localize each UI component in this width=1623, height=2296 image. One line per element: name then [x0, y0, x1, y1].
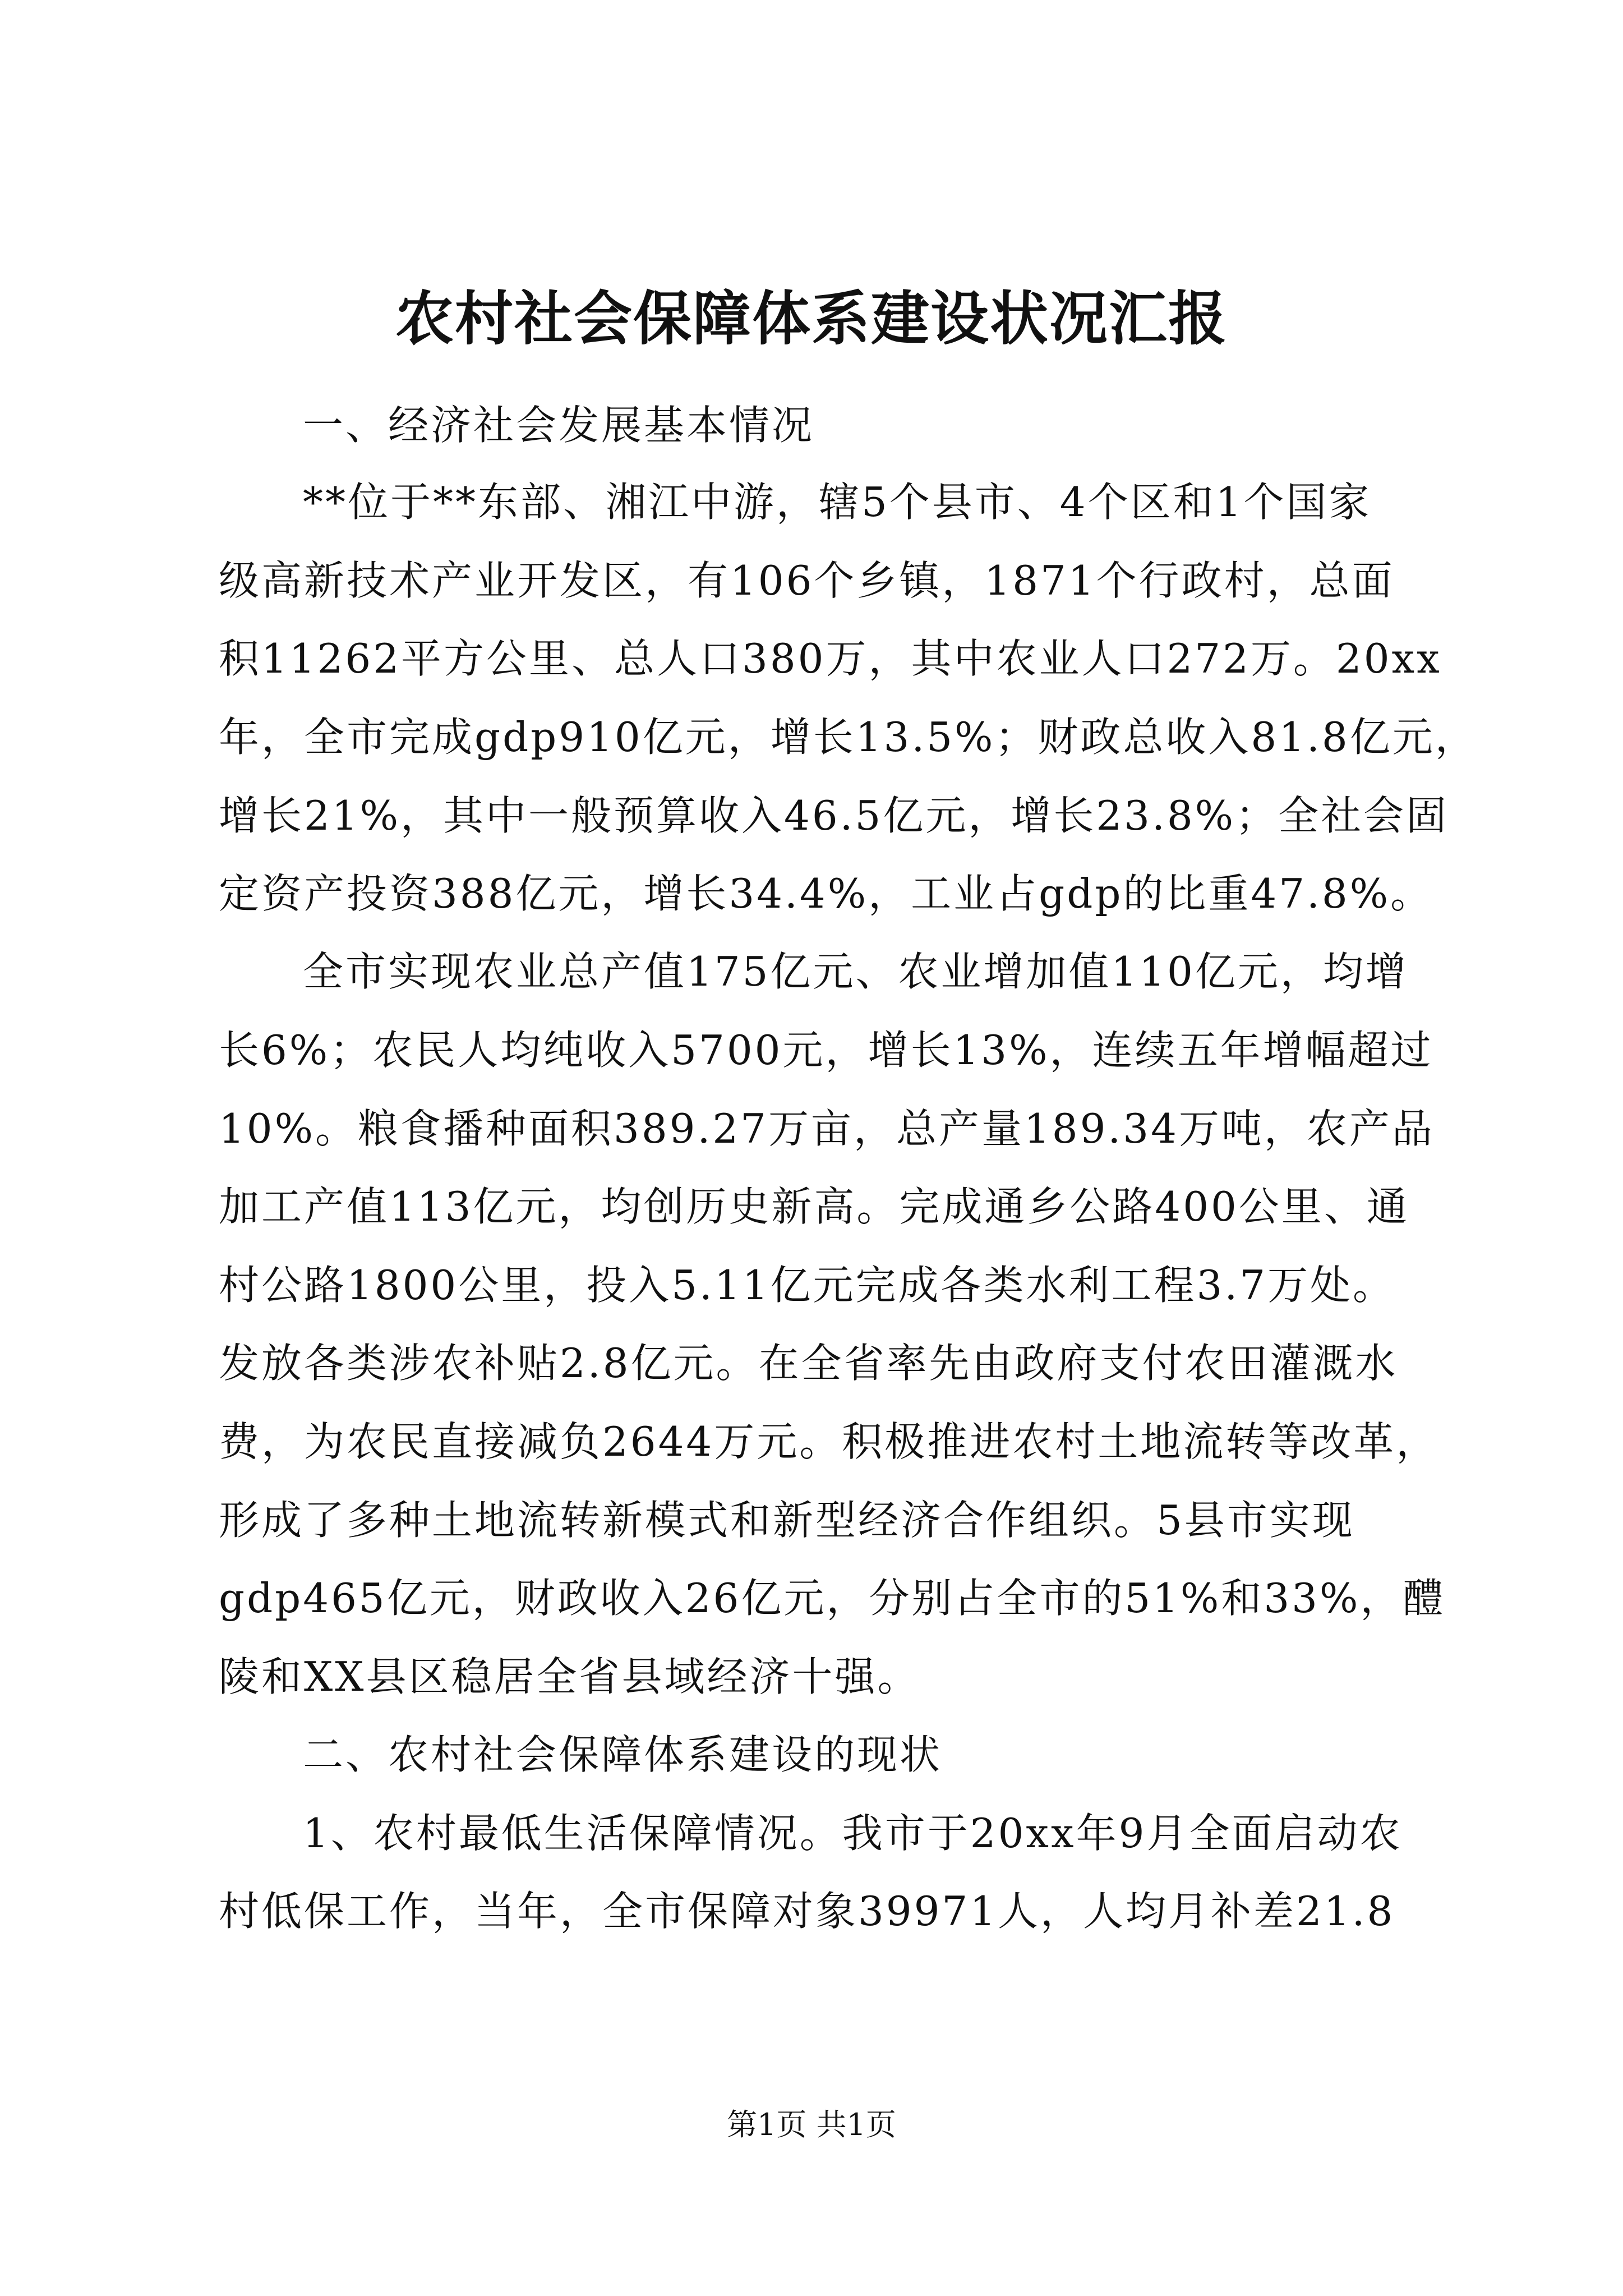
page-footer: 第1页 共1页: [727, 2107, 896, 2142]
text-line: 级高新技术产业开发区，有106个乡镇，1871个行政村，总面: [219, 557, 1395, 604]
section-heading-1: 一、经济社会发展基本情况: [303, 402, 815, 449]
text-line: 定资产投资388亿元，增长34.4%，工业占gdp的比重47.8%。: [219, 870, 1433, 917]
text-line: 费，为农民直接减负2644万元。积极推进农村土地流转等改革，: [219, 1418, 1439, 1465]
text-line: 加工产值113亿元，均创历史新高。完成通乡公路400公里、通: [219, 1183, 1409, 1230]
text-line: 村公路1800公里，投入5.11亿元完成各类水利工程3.7万处。: [219, 1262, 1396, 1309]
text-line: **位于**东部、湘江中游，辖5个县市、4个区和1个国家: [303, 478, 1372, 526]
text-line: 形成了多种土地流转新模式和新型经济合作组织。5县市实现: [219, 1497, 1355, 1544]
text-line: 村低保工作，当年，全市保障对象39971人，人均月补差21.8: [219, 1888, 1395, 1935]
text-line: 年，全市完成gdp910亿元，增长13.5%；财政总收入81.8亿元，: [219, 714, 1478, 761]
document-title: 农村社会保障体系建设状况汇报: [395, 284, 1228, 353]
text-line: 增长21%，其中一般预算收入46.5亿元，增长23.8%；全社会固: [219, 792, 1449, 839]
text-line: 全市实现农业总产值175亿元、农业增加值110亿元，均增: [303, 948, 1408, 995]
text-line: 10%。粮食播种面积389.27万亩，总产量189.34万吨，农产品: [219, 1105, 1435, 1152]
section-heading-2: 二、农村社会保障体系建设的现状: [303, 1731, 943, 1778]
text-line: 陵和XX县区稳居全省县域经济十强。: [219, 1653, 920, 1700]
text-line: 发放各类涉农补贴2.8亿元。在全省率先由政府支付农田灌溉水: [219, 1340, 1398, 1387]
text-line: 1、农村最低生活保障情况。我市于20xx年9月全面启动农: [303, 1810, 1403, 1857]
text-line: 积11262平方公里、总人口380万，其中农业人口272万。20xx: [219, 635, 1442, 682]
text-line: 长6%；农民人均纯收入5700元，增长13%，连续五年增幅超过: [219, 1027, 1433, 1074]
text-line: gdp465亿元，财政收入26亿元，分别占全市的51%和33%，醴: [219, 1575, 1446, 1622]
